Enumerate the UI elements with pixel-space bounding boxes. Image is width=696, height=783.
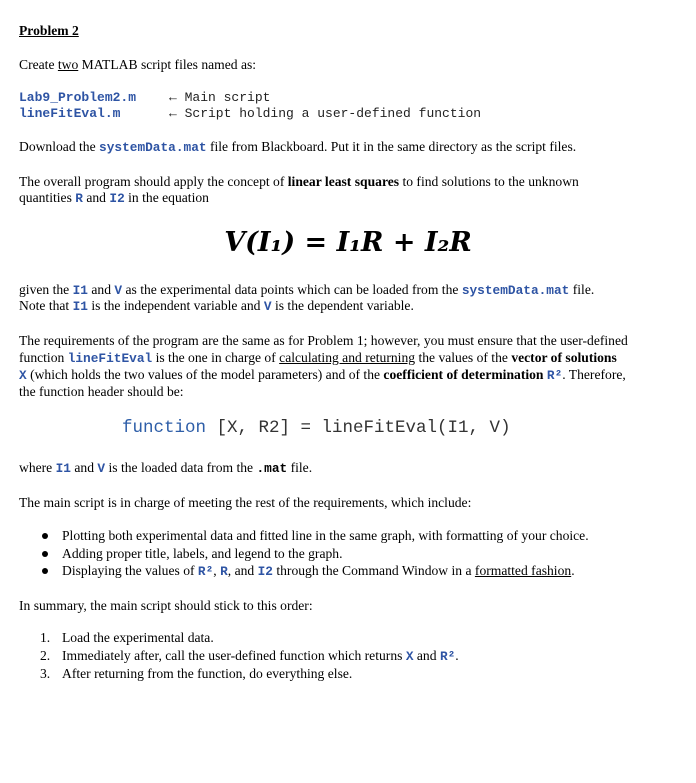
where-pre: where — [19, 460, 56, 475]
var-V: V — [114, 283, 123, 298]
var-I1: I1 — [72, 283, 88, 298]
function-header-code — [122, 417, 511, 439]
intro-underlined: two — [57, 57, 79, 72]
req-l2-underlined: calculating and returning — [279, 350, 416, 365]
req-fn-name: lineFitEval — [67, 351, 153, 366]
step-number: 2. — [40, 647, 51, 663]
given-file: systemData.mat — [461, 283, 570, 298]
overall-line-1 — [19, 173, 579, 190]
req-line-1: The requirements of the program are the same as for Problem 1; however, you must ensure that the user-defined — [19, 333, 628, 348]
b3-sep2: , and — [227, 563, 258, 579]
where-mid: is the loaded data from the — [105, 460, 257, 475]
where-and: and — [70, 460, 98, 475]
given-l2-post: is the dependent variable. — [271, 298, 414, 313]
req-line-2 — [19, 349, 617, 367]
step-var-R2: R² — [439, 648, 456, 664]
file-desc-function: ← Script holding a user-defined function — [169, 106, 482, 121]
b3-sep1: , — [213, 563, 221, 579]
b3-mid: through the Command Window in a — [272, 563, 475, 579]
req-l3-pre: (which holds the two values of the model parameters) and of the — [26, 367, 384, 382]
req-l2-pre: function — [19, 350, 68, 365]
var-I1-2: I1 — [72, 299, 88, 314]
where-post: file. — [287, 460, 313, 475]
list-item: Adding proper title, labels, and legend to the graph. — [40, 545, 589, 563]
var-I2: I2 — [109, 191, 125, 206]
b3-post: . — [571, 563, 575, 579]
equation: V(I₁) = I₁R + I₂R — [224, 227, 472, 258]
b3-I2: I2 — [257, 564, 273, 580]
overall-l2-and: and — [82, 190, 110, 205]
given-mid: as the experimental data points which can be loaded from the — [122, 282, 462, 297]
var-X: X — [19, 368, 27, 383]
var-R: R — [75, 191, 83, 206]
list-item — [40, 562, 589, 581]
where-ext: .mat — [256, 461, 288, 476]
intro-pre: Create — [19, 57, 58, 72]
req-l2-mid2: the values of the — [415, 350, 512, 365]
given-post: file. — [569, 282, 595, 297]
file-name-main: Lab9_Problem2.m — [19, 90, 137, 105]
list-item: Plotting both experimental data and fitted line in the same graph, with formatting of your choice. — [40, 527, 589, 545]
list-item — [40, 647, 459, 666]
req-l2-bold: vector of solutions — [511, 350, 617, 365]
list-item — [40, 665, 459, 683]
b3-pre: Displaying the values of — [62, 563, 198, 579]
overall-l2-pre: quantities — [19, 190, 76, 205]
step-text: Load the experimental data. — [62, 630, 214, 645]
overall-line-2 — [19, 189, 209, 207]
intro-line — [19, 56, 256, 73]
b3-underlined: formatted fashion — [474, 563, 572, 579]
step-number: 1. — [40, 630, 51, 645]
req-line-4: the function header should be: — [19, 384, 184, 399]
download-post: file from Blackboard. Put it in the same directory as the script files. — [206, 139, 577, 154]
where-line — [19, 459, 312, 477]
overall-l2-post: in the equation — [124, 190, 209, 205]
b3-R: R — [220, 564, 228, 580]
step-number: 3. — [40, 666, 51, 682]
overall-post: to find solutions to the unknown — [399, 174, 579, 189]
req-l2-mid: is the one in charge of — [152, 350, 280, 365]
download-file: systemData.mat — [99, 140, 207, 155]
file-row-main — [19, 89, 270, 106]
given-and: and — [87, 282, 115, 297]
var-V-2: V — [263, 299, 272, 314]
step-post: . — [455, 647, 459, 663]
b3-R2: R² — [197, 564, 214, 580]
where-var-V: V — [97, 461, 106, 476]
page-title: Problem 2 — [19, 23, 79, 38]
step-text: Immediately after, call the user-defined function which returns — [62, 647, 406, 663]
req-l3-post: . Therefore, — [562, 367, 626, 382]
var-R2: R² — [546, 368, 563, 383]
req-l3-bold: coefficient of determination — [383, 367, 544, 382]
summary-line: In summary, the main script should stick to this order: — [19, 598, 313, 613]
given-l2-pre: Note that — [19, 298, 73, 313]
step-text: After returning from the function, do everything else. — [62, 666, 353, 682]
main-intro: The main script is in charge of meeting the rest of the requirements, which include: — [19, 495, 472, 510]
code-rest: [X, R2] = lineFitEval(I1, V) — [206, 418, 511, 438]
step-and: and — [413, 647, 440, 663]
overall-pre: The overall program should apply the concept of — [19, 174, 288, 189]
step-var-X: X — [405, 648, 414, 664]
overall-bold: linear least squares — [287, 174, 400, 189]
file-name-function: lineFitEval.m — [19, 106, 121, 121]
intro-post: MATLAB script files named as: — [78, 57, 257, 72]
steps-list — [40, 629, 459, 683]
given-line-2 — [19, 297, 414, 315]
code-keyword: function — [122, 418, 207, 438]
download-pre: Download the — [19, 139, 100, 154]
req-line-3 — [19, 366, 626, 384]
file-desc-main: ← Main script — [169, 90, 271, 105]
file-row-function — [19, 105, 481, 122]
download-line — [19, 138, 576, 156]
where-var-I1: I1 — [55, 461, 71, 476]
given-l2-mid: is the independent variable and — [87, 298, 264, 313]
requirements-list — [40, 527, 589, 581]
list-item — [40, 629, 459, 647]
given-pre: given the — [19, 282, 73, 297]
